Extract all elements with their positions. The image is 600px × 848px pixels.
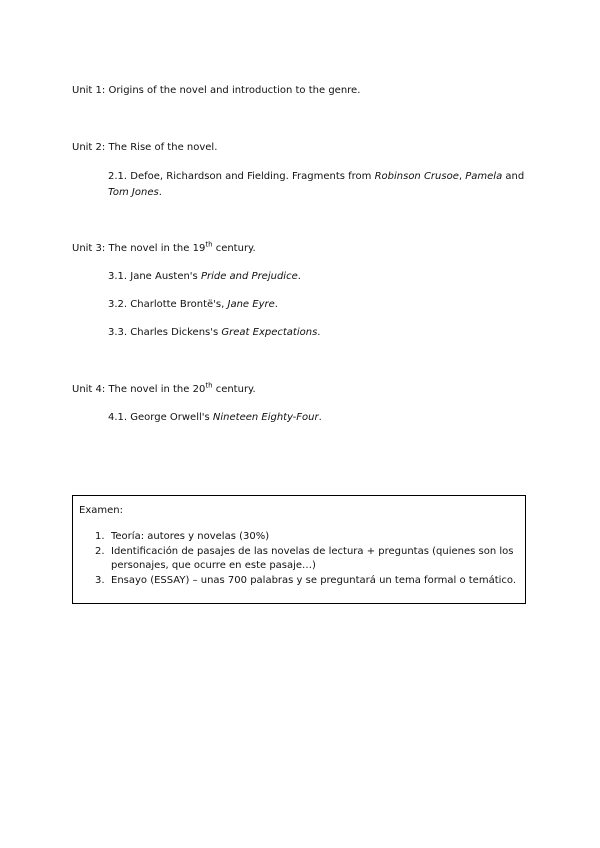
unit-3-title-suffix: century. (212, 243, 256, 254)
unit-4-section-1-prefix: 4.1. George Orwell's (108, 412, 213, 423)
unit-4-title-suffix: century. (212, 384, 256, 395)
exam-item (87, 545, 517, 573)
unit-1-heading (72, 84, 360, 98)
work-title-jane-eyre: Jane Eyre (227, 299, 275, 310)
exam-item-text: Teoría: autores y novelas (30%) (111, 531, 270, 542)
unit-3-section-1 (108, 270, 301, 284)
work-title-nineteen-eighty-four: Nineteen Eighty-Four (212, 412, 319, 423)
unit-4-title-prefix: Unit 4: The novel in the 20 (72, 384, 206, 395)
end-period: . (317, 327, 321, 338)
work-title-great-expectations: Great Expectations (221, 327, 318, 338)
exam-item-number: 2. (95, 546, 105, 557)
exam-item (87, 530, 517, 544)
unit-3-section-2 (108, 298, 278, 312)
unit-3-section-3-prefix: 3.3. Charles Dickens's (108, 327, 222, 338)
unit-3-section-1-prefix: 3.1. Jane Austen's (108, 271, 201, 282)
end-period: . (274, 299, 278, 310)
unit-2-title: Unit 2: The Rise of the novel. (72, 142, 218, 153)
end-period: . (318, 412, 322, 423)
unit-3-title-prefix: Unit 3: The novel in the 19 (72, 243, 206, 254)
ordinal-suffix: th (205, 381, 213, 390)
exam-list (87, 530, 517, 589)
unit-3-heading (72, 242, 256, 256)
unit-1-title: Unit 1: Origins of the novel and introduction to the genre. (72, 85, 361, 96)
exam-item (87, 574, 517, 588)
unit-3-section-2-prefix: 3.2. Charlotte Brontë's, (108, 299, 228, 310)
unit-2-section-1 (108, 169, 528, 201)
work-title-pamela: Pamela (465, 171, 503, 182)
work-title-robinson-crusoe: Robinson Crusoe (374, 171, 459, 182)
conjunction: and (502, 171, 525, 182)
exam-item-number: 3. (95, 575, 105, 586)
exam-box (72, 495, 526, 604)
end-period: . (158, 187, 162, 198)
work-title-pride-and-prejudice: Pride and Prejudice (200, 271, 298, 282)
exam-item-number: 1. (95, 531, 105, 542)
exam-title: Examen: (79, 505, 123, 516)
exam-item-text: Identificación de pasajes de las novelas de lectura + preguntas (quienes son los personajes, que ocurre en este pasaje…) (111, 546, 514, 571)
separator: , (458, 171, 466, 182)
unit-3-section-3 (108, 326, 320, 340)
unit-4-section-1 (108, 411, 322, 425)
unit-2-heading (72, 141, 217, 155)
unit-2-section-1-prefix: 2.1. Defoe, Richardson and Fielding. Fragments from (108, 171, 375, 182)
ordinal-suffix: th (205, 240, 213, 249)
unit-4-heading (72, 383, 256, 397)
end-period: . (297, 271, 301, 282)
exam-item-text: Ensayo (ESSAY) – unas 700 palabras y se preguntará un tema formal o temático. (111, 575, 517, 586)
work-title-tom-jones: Tom Jones (108, 187, 159, 198)
